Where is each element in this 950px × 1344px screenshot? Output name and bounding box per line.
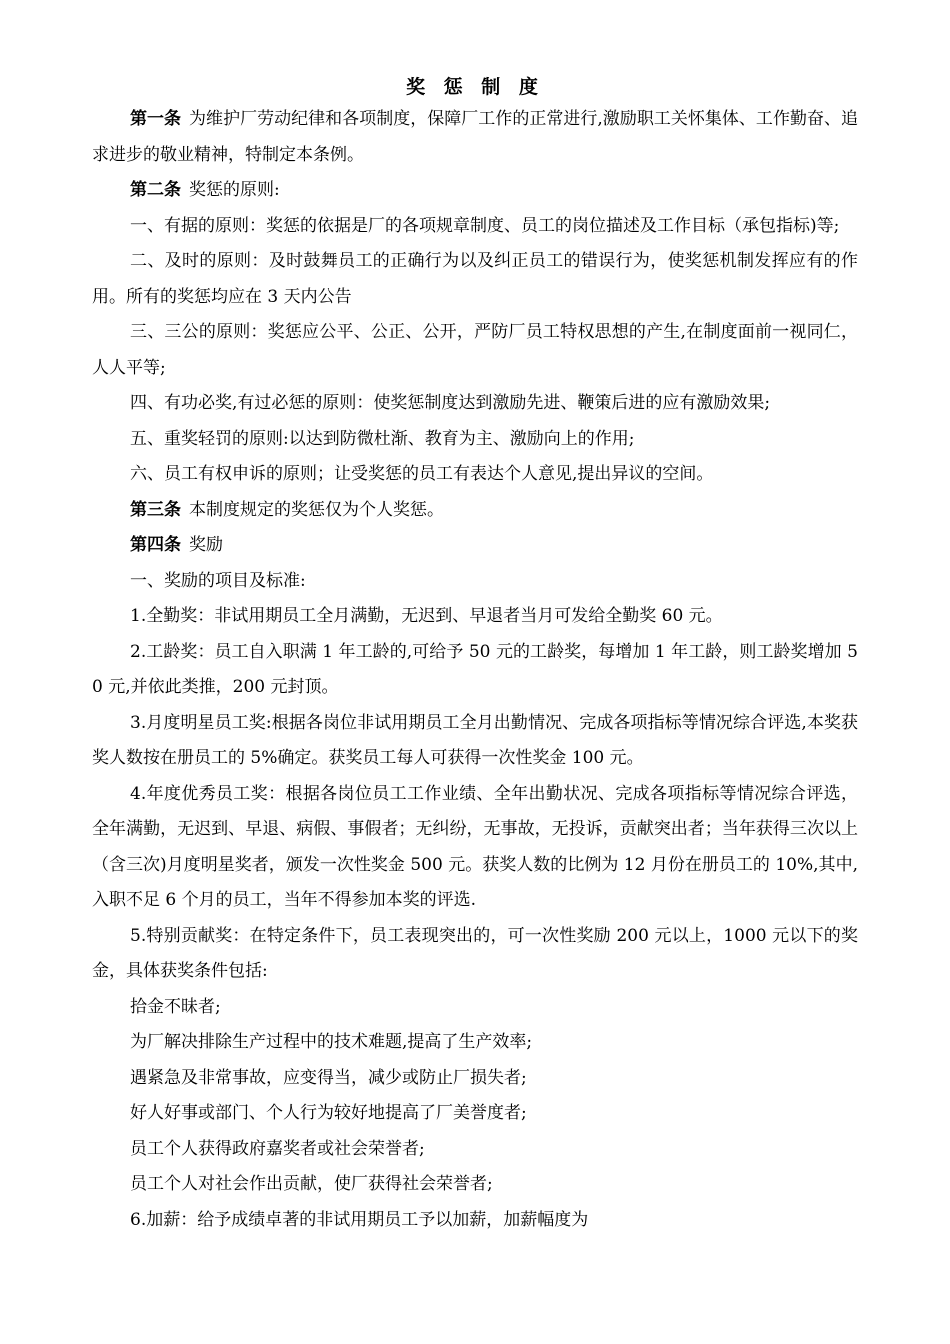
paragraph-text: 1.全勤奖：非试用期员工全月满勤，无迟到、早退者当月可发给全勤奖 60 元。 [130, 606, 723, 626]
paragraph-text: 为维护厂劳动纪律和各项制度，保障厂工作的正常进行,激励职工关怀集体、工作勤奋、追求进步的敬业精神，特制定本条例。 [92, 109, 859, 165]
paragraph-text: 奖惩的原则: [189, 180, 280, 200]
paragraph [92, 102, 858, 173]
paragraph-text: 二、及时的原则：及时鼓舞员工的正确行为以及纠正员工的错误行为，使奖惩机制发挥应有的作用。所有的奖惩均应在 3 天内公告 [92, 251, 858, 307]
paragraph-text: 一、有据的原则：奖惩的依据是厂的各项规章制度、员工的岗位描述及工作目标（承包指标)等; [130, 215, 840, 236]
paragraph-text: 遇紧急及非常事故，应变得当，减少或防止厂损失者; [130, 1067, 527, 1088]
paragraph [92, 564, 858, 600]
paragraph-text: 奖励 [189, 535, 223, 555]
paragraph-text: 员工个人对社会作出贡献，使厂获得社会荣誉者; [130, 1174, 493, 1194]
paragraph [92, 528, 858, 564]
paragraph [92, 1132, 858, 1168]
paragraph-text: 6.加薪：给予成绩卓著的非试用期员工予以加薪，加薪幅度为 [130, 1209, 589, 1230]
paragraph-text: 五、重奖轻罚的原则:以达到防微杜渐、教育为主、激励向上的作用; [130, 428, 635, 449]
paragraph [92, 315, 858, 386]
paragraph [92, 1061, 858, 1097]
paragraph [92, 386, 858, 422]
paragraph-text: 为厂解决排除生产过程中的技术难题,提高了生产效率; [130, 1032, 533, 1052]
paragraph-text: 员工个人获得政府嘉奖者或社会荣誉者; [130, 1138, 425, 1159]
paragraph [92, 1025, 858, 1061]
paragraph [92, 1096, 858, 1132]
paragraph-text: 3.月度明星员工奖:根据各岗位非试用期员工全月出勤情况、完成各项指标等情况综合评选,本奖获奖人数按在册员工的 5%确定。获奖员工每人可获得一次性奖金 100 元。 [92, 712, 858, 768]
paragraph-text: 2.工龄奖：员工自入职满 1 年工龄的,可给予 50 元的工龄奖，每增加 1 年工龄，则工龄奖增加 50 元,并依此类推，200 元封顶。 [92, 641, 858, 697]
paragraph-text: 三、三公的原则：奖惩应公平、公正、公开，严防厂员工特权思想的产生,在制度面前一视同仁，人人平等; [92, 322, 858, 378]
paragraph [92, 706, 858, 777]
paragraph-text: 本制度规定的奖惩仅为个人奖惩。 [189, 499, 444, 520]
paragraph [92, 173, 858, 209]
paragraph [92, 1203, 858, 1239]
paragraph [92, 422, 858, 458]
paragraph-text: 5.特别贡献奖：在特定条件下，员工表现突出的，可一次性奖励 200 元以上，1000 元以下的奖金，具体获奖条件包括: [92, 925, 858, 981]
paragraph [92, 457, 858, 493]
article-label: 第二条 [130, 180, 181, 200]
article-label: 第四条 [130, 535, 181, 555]
article-label: 第一条 [130, 109, 182, 129]
paragraph [92, 209, 858, 245]
article-label: 第三条 [130, 499, 181, 520]
paragraph [92, 599, 858, 635]
paragraph-text: 六、员工有权申诉的原则；让受奖惩的员工有表达个人意见,提出异议的空间。 [130, 464, 714, 484]
paragraph [92, 919, 858, 990]
document-title: 奖 惩 制 度 [406, 76, 544, 98]
document-body [92, 102, 858, 1238]
paragraph [92, 244, 858, 315]
paragraph [92, 990, 858, 1026]
paragraph-text: 一、奖励的项目及标准: [130, 570, 306, 591]
paragraph [92, 777, 858, 919]
paragraph-text: 四、有功必奖,有过必惩的原则：使奖惩制度达到激励先进、鞭策后进的应有激励效果; [130, 393, 771, 413]
paragraph [92, 493, 858, 529]
paragraph-text: 4.年度优秀员工奖：根据各岗位员工工作业绩、全年出勤状况、完成各项指标等情况综合评选，全年满勤，无迟到、早退、病假、事假者；无纠纷，无事故，无投诉，贡献突出者；当年获得三次以上（含三次)月度明星奖者，颁发一次性奖金 500 元。获奖人数的比例为 12 月份在册员工的 10%,其中,入职不足 6 个月的员工，当年不得参加本奖的评选. [92, 783, 858, 910]
paragraph [92, 1167, 858, 1203]
paragraph-text: 拾金不昧者; [130, 996, 221, 1017]
paragraph-text: 好人好事或部门、个人行为较好地提高了厂美誉度者; [130, 1103, 527, 1123]
paragraph [92, 635, 858, 706]
